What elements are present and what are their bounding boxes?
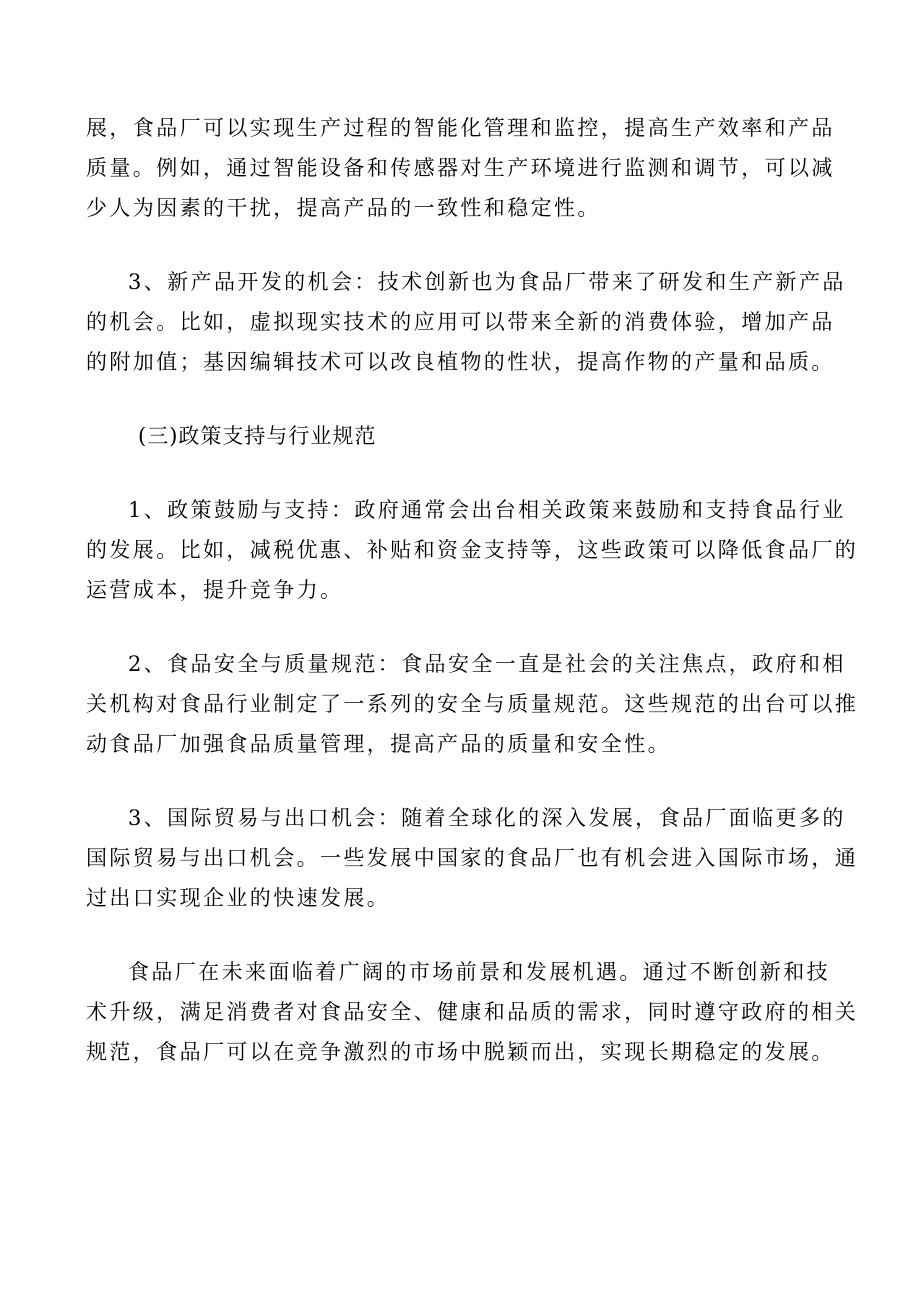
paragraph-conclusion (86, 952, 859, 1072)
paragraph-line: 1、政策鼓励与支持：政府通常会出台相关政策来鼓励和支持食品行业 (128, 498, 846, 522)
paragraph-line: 动食品厂加强食品质量管理，提高产品的质量和安全性。 (86, 732, 671, 756)
paragraph-line: 的机会。比如，虚拟现实技术的应用可以带来全新的消费体验，增加产品 (86, 310, 835, 334)
document-page (86, 108, 859, 1072)
paragraph-line: 术升级，满足消费者对食品安全、健康和品质的需求，同时遵守政府的相关 (86, 1000, 859, 1024)
paragraph-continuation (86, 108, 836, 228)
paragraph-food-safety (86, 644, 859, 764)
paragraph-line: 展，食品厂可以实现生产过程的智能化管理和监控，提高生产效率和产品 (86, 116, 835, 140)
paragraph-line: 2、食品安全与质量规范：食品安全一直是社会的关注焦点，政府和相 (128, 652, 846, 676)
paragraph-spacer (86, 456, 836, 490)
paragraph-line: 质量。例如，通过智能设备和传感器对生产环境进行监测和调节，可以减 (86, 156, 835, 180)
paragraph-international-trade (86, 798, 859, 918)
section-heading: (三)政策支持与行业规范 (138, 424, 377, 448)
paragraph-spacer (86, 918, 836, 952)
paragraph-new-product-opportunity (86, 262, 846, 382)
paragraph-line: 过出口实现企业的快速发展。 (86, 886, 391, 910)
paragraph-line: 国际贸易与出口机会。一些发展中国家的食品厂也有机会进入国际市场，通 (86, 846, 859, 870)
paragraph-line: 少人为因素的干扰，提高产品的一致性和稳定性。 (86, 196, 601, 220)
paragraph-line: 3、新产品开发的机会：技术创新也为食品厂带来了研发和生产新产品 (128, 270, 846, 294)
paragraph-policy-support (86, 490, 859, 610)
paragraph-spacer (86, 610, 836, 644)
paragraph-spacer (86, 382, 836, 416)
paragraph-spacer (86, 228, 836, 262)
paragraph-line: 的发展。比如，减税优惠、补贴和资金支持等，这些政策可以降低食品厂的 (86, 538, 859, 562)
paragraph-line: 运营成本，提升竞争力。 (86, 578, 344, 602)
paragraph-line: 食品厂在未来面临着广阔的市场前景和发展机遇。通过不断创新和技 (128, 960, 830, 984)
paragraph-spacer (86, 764, 836, 798)
paragraph-line: 3、国际贸易与出口机会：随着全球化的深入发展，食品厂面临更多的 (128, 806, 846, 830)
paragraph-line: 关机构对食品行业制定了一系列的安全与质量规范。这些规范的出台可以推 (86, 692, 859, 716)
paragraph-line: 规范，食品厂可以在竞争激烈的市场中脱颖而出，实现长期稳定的发展。 (86, 1040, 835, 1064)
paragraph-line: 的附加值；基因编辑技术可以改良植物的性状，提高作物的产量和品质。 (86, 350, 835, 374)
